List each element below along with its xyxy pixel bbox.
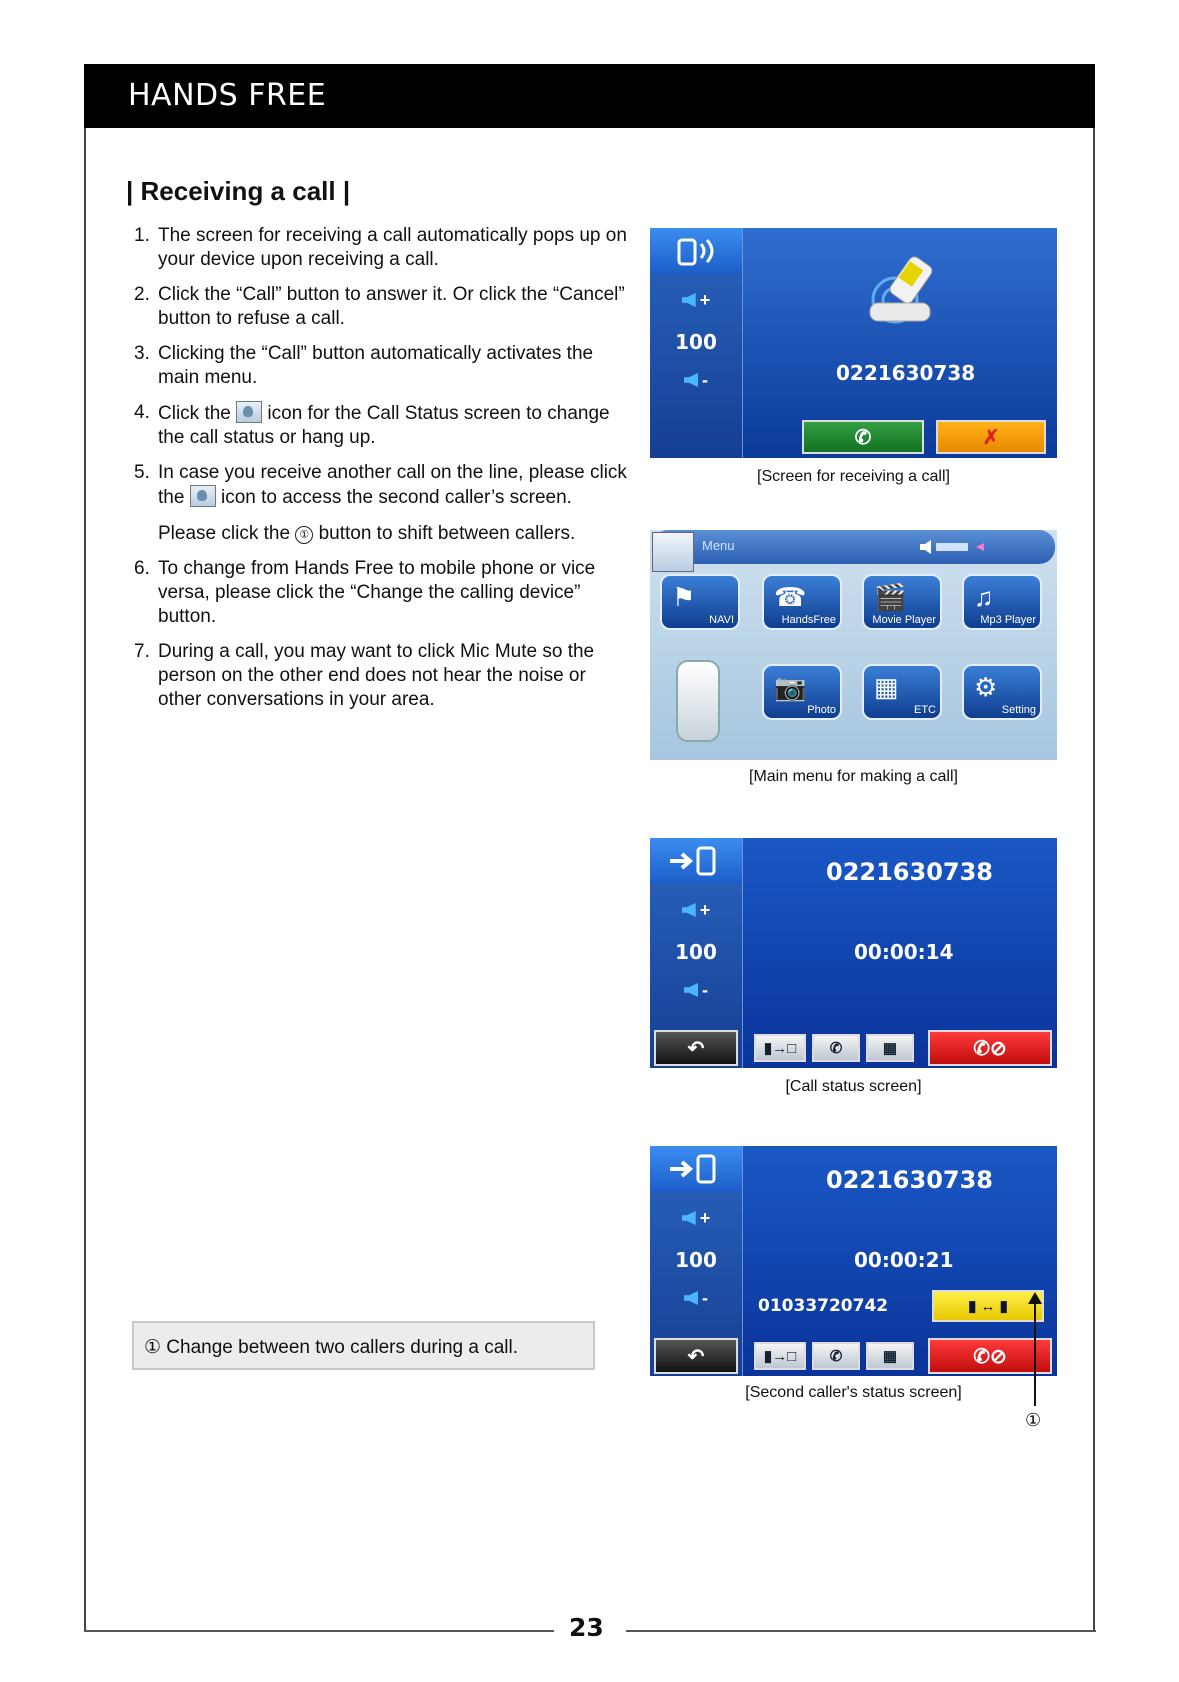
- end-call-button[interactable]: ✆⊘: [928, 1338, 1052, 1374]
- caption-receiving: [Screen for receiving a call]: [757, 468, 950, 485]
- back-button[interactable]: ↶: [654, 1338, 738, 1374]
- phone-illustration: [850, 248, 960, 338]
- footer-line-right: [626, 1630, 1096, 1632]
- change-device-button[interactable]: ▮→□: [754, 1034, 806, 1062]
- back-button[interactable]: ↶: [654, 1030, 738, 1066]
- volume-up-button[interactable]: +: [676, 1204, 716, 1232]
- cancel-button[interactable]: ✗: [936, 420, 1046, 454]
- call-status-icon[interactable]: [652, 532, 694, 572]
- tile-setting[interactable]: ⚙ Setting: [962, 664, 1042, 720]
- volume-level: 100: [675, 330, 717, 354]
- switch-callers-button[interactable]: ▮ ↔ ▮: [932, 1290, 1044, 1322]
- tile-movie-player[interactable]: 🎬 Movie Player: [862, 574, 942, 630]
- mic-mute-button[interactable]: ✆: [812, 1342, 860, 1370]
- step-2: 2. Click the “Call” button to answer it. Or click the “Cancel” button to refuse a call.: [134, 284, 625, 329]
- change-device-button[interactable]: ▮→□: [754, 1342, 806, 1370]
- step-3: 3. Clicking the “Call” button automatically activates the main menu.: [134, 343, 594, 388]
- second-caller-number: 01033720742: [758, 1296, 889, 1316]
- header-bar: [84, 64, 1095, 128]
- keypad-button[interactable]: ▦: [866, 1034, 914, 1062]
- tile-navi[interactable]: ⚑ NAVI: [660, 574, 740, 630]
- menu-bar: [652, 530, 1055, 564]
- call-timer: 00:00:21: [854, 1248, 954, 1272]
- note-box: ① Change between two callers during a call.: [132, 1321, 595, 1370]
- caller-number: 0221630738: [836, 361, 976, 385]
- volume-level: 100: [675, 940, 717, 964]
- incoming-call-icon: [650, 228, 742, 274]
- step-1: 1. The screen for receiving a call automatically pops up on your device upon receiving a call.: [134, 225, 627, 270]
- mobile-phone-icon: [676, 660, 720, 742]
- page-number: 23: [569, 1613, 604, 1642]
- main-menu-screen: [650, 530, 1057, 760]
- menu-label: Menu: [702, 538, 735, 553]
- volume-icon: [920, 539, 1000, 555]
- side-panel: [650, 228, 743, 458]
- pointer-line: [1034, 1302, 1036, 1406]
- step-7: 7. During a call, you may want to click Mic Mute so the person on the other end does not hear the noise or other conversations in your area.: [134, 641, 595, 710]
- call-status-screen: [650, 838, 1057, 1068]
- caption-main-menu: [Main menu for making a call]: [749, 768, 958, 785]
- marker-1: ①: [1025, 1410, 1042, 1430]
- marker-1-icon: ①: [295, 526, 313, 544]
- outgoing-call-icon: [650, 838, 742, 884]
- volume-down-button[interactable]: -: [676, 1284, 716, 1312]
- caller-number: 0221630738: [826, 1166, 993, 1194]
- caller-number: 0221630738: [826, 858, 993, 886]
- step-5-extra: Please click the ① button to shift between callers.: [158, 523, 576, 544]
- second-caller-screen: [650, 1146, 1057, 1376]
- footer-line-left: [84, 1630, 554, 1632]
- call-status-icon: [236, 401, 262, 423]
- header-title: HANDS FREE: [128, 78, 327, 113]
- step-4: 4. Click the icon for the Call Status screen to change the call status or hang up.: [134, 402, 610, 448]
- instruction-list: [134, 224, 634, 723]
- volume-level: 100: [675, 1248, 717, 1272]
- end-call-button[interactable]: ✆⊘: [928, 1030, 1052, 1066]
- call-status-icon: [190, 485, 216, 507]
- step-5: 5. In case you receive another call on the line, please click the icon to access the second caller’s screen. Please click the ① button to shift between callers.: [134, 461, 634, 546]
- mic-mute-button[interactable]: ✆: [812, 1034, 860, 1062]
- section-title: | Receiving a call |: [126, 176, 351, 206]
- outgoing-call-icon: [650, 1146, 742, 1192]
- volume-up-button[interactable]: +: [676, 896, 716, 924]
- volume-down-button[interactable]: -: [676, 366, 716, 394]
- tile-mp3-player[interactable]: ♫ Mp3 Player: [962, 574, 1042, 630]
- tile-handsfree[interactable]: ☎ HandsFree: [762, 574, 842, 630]
- caption-call-status: [Call status screen]: [785, 1078, 922, 1095]
- receiving-call-screen: [650, 228, 1057, 458]
- caption-second-caller: [Second caller's status screen]: [745, 1384, 962, 1401]
- keypad-button[interactable]: ▦: [866, 1342, 914, 1370]
- tile-photo[interactable]: 📷 Photo: [762, 664, 842, 720]
- call-button[interactable]: ✆: [802, 420, 924, 454]
- call-timer: 00:00:14: [854, 940, 954, 964]
- volume-up-button[interactable]: +: [676, 286, 716, 314]
- volume-down-button[interactable]: -: [676, 976, 716, 1004]
- step-6: 6. To change from Hands Free to mobile phone or vice versa, please click the “Change the calling device” button.: [134, 558, 596, 627]
- tile-etc[interactable]: ▦ ETC: [862, 664, 942, 720]
